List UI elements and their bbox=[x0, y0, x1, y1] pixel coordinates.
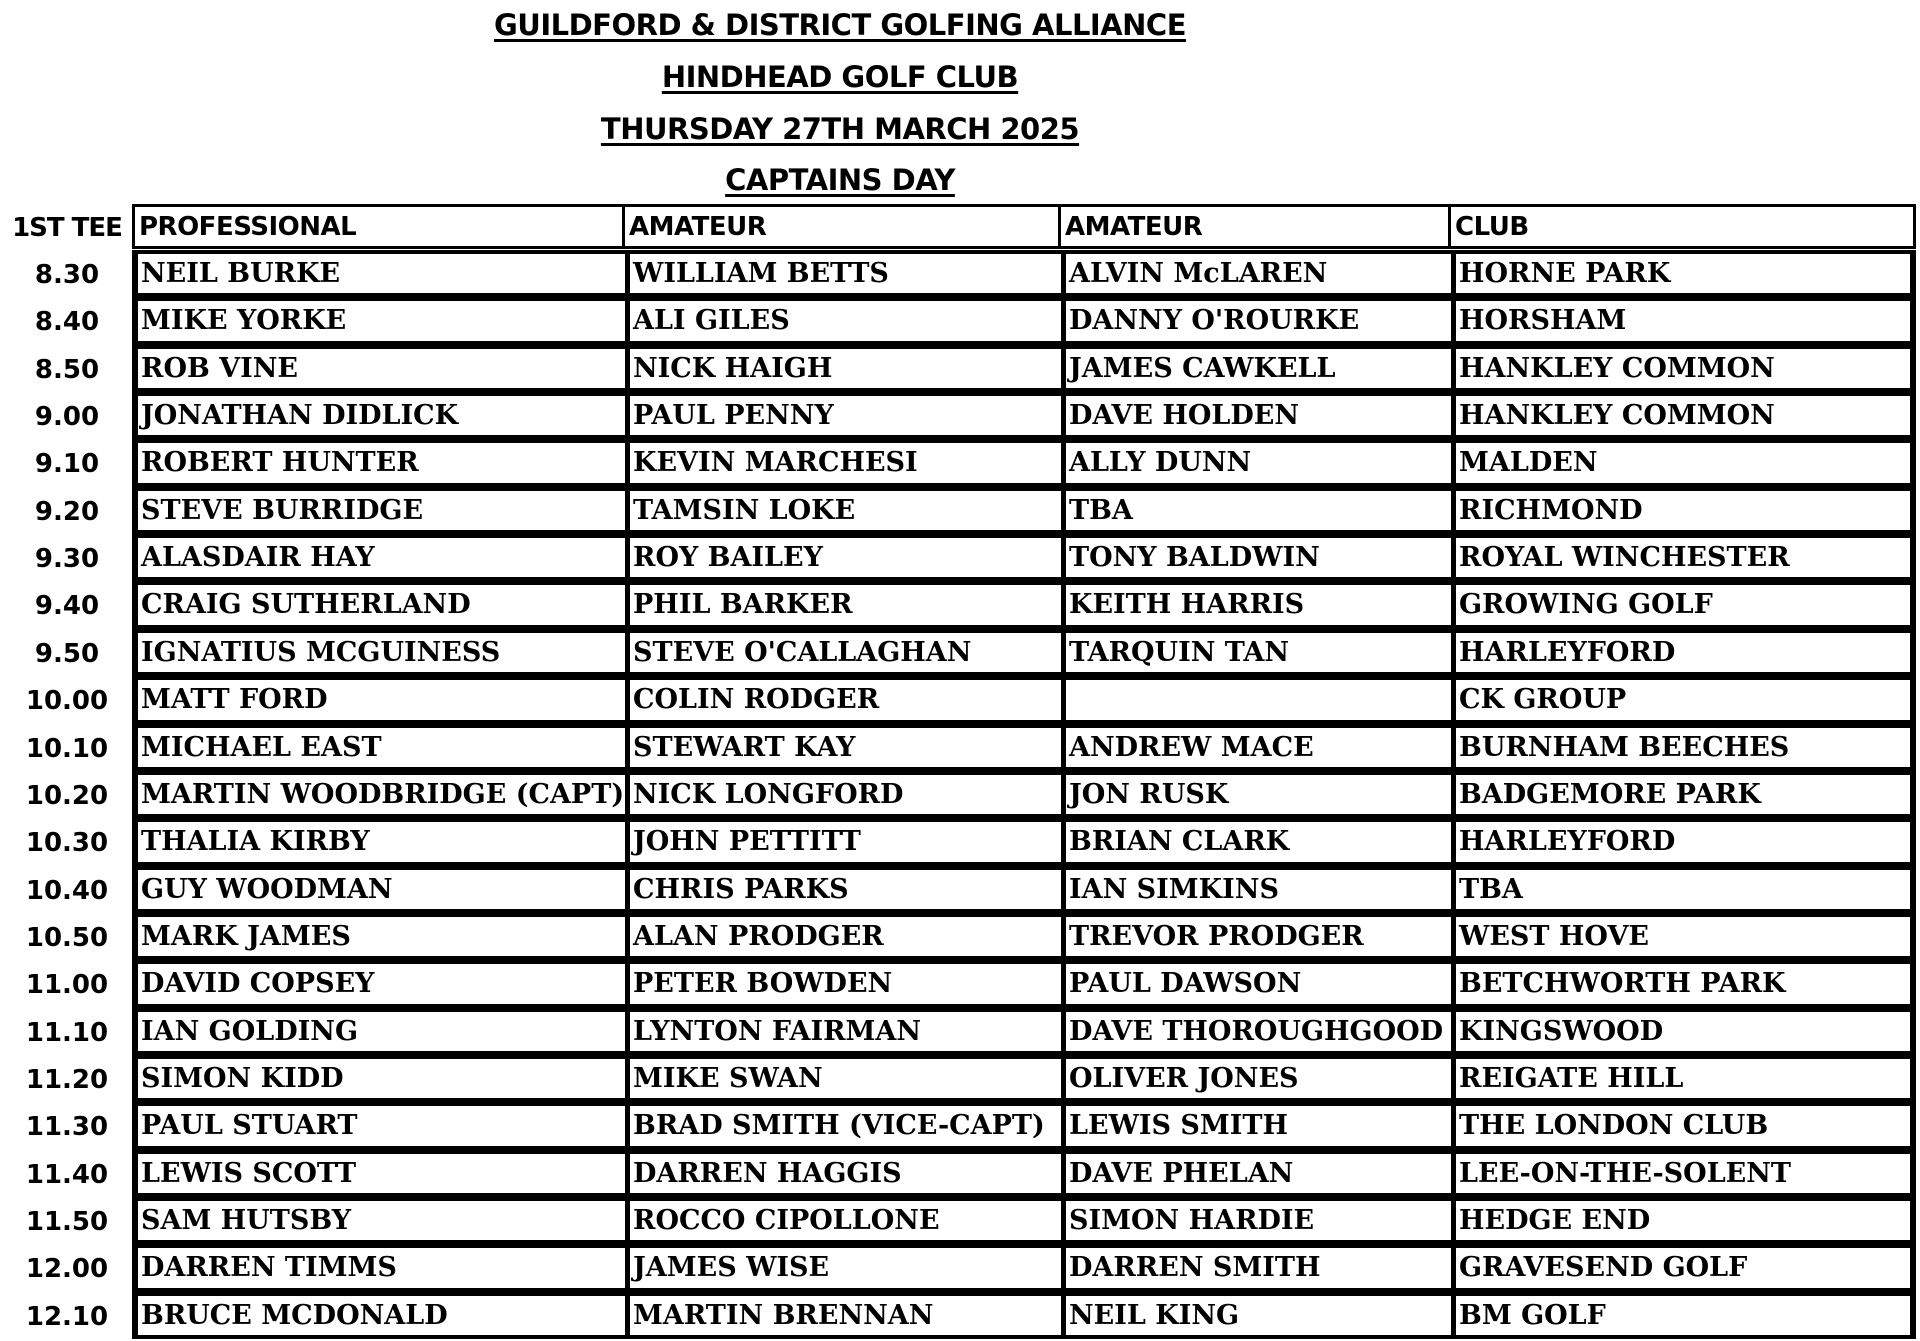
cell-club: HARLEYFORD bbox=[1451, 822, 1910, 861]
table-row bbox=[132, 581, 1916, 628]
cell-professional: IAN GOLDING bbox=[141, 1015, 359, 1047]
cell-amateur-2: DAVE PHELAN bbox=[1061, 1154, 1451, 1193]
table-row bbox=[132, 629, 1916, 676]
cell-amateur-2: TARQUIN TAN bbox=[1061, 633, 1451, 672]
cell-club: HANKLEY COMMON bbox=[1451, 396, 1910, 435]
cell-amateur-1: NICK HAIGH bbox=[625, 349, 1061, 388]
cell-amateur-2: NEIL KING bbox=[1061, 1296, 1451, 1335]
cell-professional: ROBERT HUNTER bbox=[141, 447, 419, 479]
table-row bbox=[132, 913, 1916, 960]
cell-amateur-2: DARREN SMITH bbox=[1061, 1248, 1451, 1287]
tee-time: 11.10 bbox=[25, 1017, 109, 1048]
tee-time: 10.20 bbox=[25, 780, 109, 811]
tee-time: 8.40 bbox=[34, 307, 100, 338]
cell-amateur-2: DAVE THOROUGHGOOD bbox=[1061, 1012, 1451, 1051]
cell-professional: NEIL BURKE bbox=[141, 258, 341, 289]
cell-professional: JONATHAN DIDLICK bbox=[141, 400, 459, 432]
tee-time: 10.50 bbox=[25, 922, 109, 953]
cell-amateur-1: DARREN HAGGIS bbox=[625, 1154, 1061, 1193]
cell-amateur-1: PHIL BARKER bbox=[625, 585, 1061, 624]
cell-professional: SAM HUTSBY bbox=[141, 1205, 352, 1236]
table-row bbox=[132, 297, 1916, 344]
cell-club: HARLEYFORD bbox=[1451, 633, 1910, 672]
cell-amateur-1: NICK LONGFORD bbox=[625, 775, 1061, 814]
cell-professional: THALIA KIRBY bbox=[141, 826, 370, 858]
cell-amateur-2: DAVE HOLDEN bbox=[1061, 396, 1451, 435]
table-row bbox=[132, 1102, 1916, 1149]
cell-club: HEDGE END bbox=[1451, 1201, 1910, 1240]
cell-amateur-1: KEVIN MARCHESI bbox=[625, 443, 1061, 482]
tee-sheet-table bbox=[132, 204, 1916, 1341]
tee-time: 10.40 bbox=[25, 875, 109, 906]
table-row bbox=[132, 1292, 1916, 1339]
cell-amateur-1: JAMES WISE bbox=[625, 1248, 1061, 1287]
header-professional: PROFESSIONAL bbox=[139, 212, 357, 242]
table-row bbox=[132, 1055, 1916, 1102]
cell-club: GRAVESEND GOLF bbox=[1451, 1248, 1910, 1287]
cell-amateur-2: ALVIN McLAREN bbox=[1061, 254, 1451, 293]
cell-amateur-2: JON RUSK bbox=[1061, 775, 1451, 814]
table-row bbox=[132, 345, 1916, 392]
cell-amateur-2: BRIAN CLARK bbox=[1061, 822, 1451, 861]
tee-time: 9.20 bbox=[34, 496, 100, 527]
cell-amateur-2: JAMES CAWKELL bbox=[1061, 349, 1451, 388]
cell-club: BADGEMORE PARK bbox=[1451, 775, 1910, 814]
cell-amateur-2: OLIVER JONES bbox=[1061, 1059, 1451, 1098]
cell-club: ROYAL WINCHESTER bbox=[1451, 538, 1910, 577]
event-title: CAPTAINS DAY bbox=[725, 163, 955, 197]
cell-amateur-2: TBA bbox=[1061, 491, 1451, 530]
cell-amateur-1: ROCCO CIPOLLONE bbox=[625, 1201, 1061, 1240]
cell-amateur-1: PETER BOWDEN bbox=[625, 964, 1061, 1003]
cell-amateur-2: TONY BALDWIN bbox=[1061, 538, 1451, 577]
cell-professional: MICHAEL EAST bbox=[141, 731, 382, 763]
cell-club: TBA bbox=[1451, 870, 1910, 909]
venue-title: HINDHEAD GOLF CLUB bbox=[661, 60, 1019, 94]
cell-amateur-1: BRAD SMITH (VICE-CAPT) bbox=[625, 1106, 1061, 1145]
cell-club: RICHMOND bbox=[1451, 491, 1910, 530]
tee-time: 10.30 bbox=[25, 828, 109, 859]
table-row bbox=[132, 1197, 1916, 1244]
tee-time: 11.40 bbox=[25, 1159, 109, 1190]
cell-amateur-1: LYNTON FAIRMAN bbox=[625, 1012, 1061, 1051]
cell-amateur-2: ANDREW MACE bbox=[1061, 728, 1451, 767]
tee-time: 8.50 bbox=[34, 354, 100, 385]
table-row bbox=[132, 534, 1916, 581]
tee-time: 8.30 bbox=[34, 260, 100, 290]
cell-amateur-1: ALI GILES bbox=[625, 301, 1061, 340]
cell-amateur-1: CHRIS PARKS bbox=[625, 870, 1061, 909]
table-row bbox=[132, 866, 1916, 913]
cell-club: LEE-ON-THE-SOLENT bbox=[1451, 1154, 1910, 1193]
table-row bbox=[132, 250, 1916, 297]
header-club: CLUB bbox=[1448, 207, 1907, 246]
cell-club: CK GROUP bbox=[1451, 680, 1910, 719]
tee-time: 11.20 bbox=[25, 1064, 109, 1095]
table-row bbox=[132, 960, 1916, 1007]
tee-time: 11.50 bbox=[25, 1207, 109, 1237]
cell-club: MALDEN bbox=[1451, 443, 1910, 482]
table-row bbox=[132, 1244, 1916, 1291]
cell-club: THE LONDON CLUB bbox=[1451, 1106, 1910, 1145]
cell-amateur-1: STEWART KAY bbox=[625, 728, 1061, 767]
cell-professional: IGNATIUS MCGUINESS bbox=[141, 636, 501, 668]
cell-club: BETCHWORTH PARK bbox=[1451, 964, 1910, 1003]
cell-amateur-2: IAN SIMKINS bbox=[1061, 870, 1451, 909]
cell-amateur-2: KEITH HARRIS bbox=[1061, 585, 1451, 624]
cell-amateur-1: MIKE SWAN bbox=[625, 1059, 1061, 1098]
cell-amateur-2 bbox=[1061, 680, 1451, 719]
cell-amateur-1: ALAN PRODGER bbox=[625, 917, 1061, 956]
cell-professional: MIKE YORKE bbox=[141, 305, 347, 337]
tee-time-header: 1ST TEE bbox=[12, 213, 122, 243]
cell-professional: STEVE BURRIDGE bbox=[141, 494, 424, 526]
table-header-row bbox=[132, 204, 1916, 249]
cell-amateur-2: TREVOR PRODGER bbox=[1061, 917, 1451, 956]
cell-professional: ROB VINE bbox=[141, 352, 299, 384]
cell-amateur-1: COLIN RODGER bbox=[625, 680, 1061, 719]
cell-club: KINGSWOOD bbox=[1451, 1012, 1910, 1051]
cell-club: BM GOLF bbox=[1451, 1296, 1910, 1335]
cell-club: GROWING GOLF bbox=[1451, 585, 1910, 624]
cell-professional: MARTIN WOODBRIDGE (CAPT) bbox=[141, 778, 625, 810]
table-row bbox=[132, 676, 1916, 723]
cell-amateur-1: ROY BAILEY bbox=[625, 538, 1061, 577]
cell-club: HORNE PARK bbox=[1451, 254, 1910, 293]
alliance-title: GUILDFORD & DISTRICT GOLFING ALLIANCE bbox=[493, 8, 1187, 42]
tee-time: 10.00 bbox=[25, 686, 109, 717]
cell-professional: DARREN TIMMS bbox=[141, 1252, 397, 1284]
header-amateur-1: AMATEUR bbox=[622, 207, 1058, 246]
tee-time: 12.00 bbox=[25, 1254, 109, 1285]
table-row bbox=[132, 487, 1916, 534]
table-row bbox=[132, 724, 1916, 771]
tee-time: 9.00 bbox=[34, 402, 100, 433]
cell-professional: CRAIG SUTHERLAND bbox=[141, 589, 471, 621]
table-row bbox=[132, 818, 1916, 865]
table-row bbox=[132, 392, 1916, 439]
cell-club: HORSHAM bbox=[1451, 301, 1910, 340]
cell-amateur-1: TAMSIN LOKE bbox=[625, 491, 1061, 530]
cell-amateur-2: SIMON HARDIE bbox=[1061, 1201, 1451, 1240]
cell-amateur-1: STEVE O'CALLAGHAN bbox=[625, 633, 1061, 672]
cell-professional: LEWIS SCOTT bbox=[141, 1157, 357, 1189]
cell-amateur-1: MARTIN BRENNAN bbox=[625, 1296, 1061, 1335]
tee-time: 9.50 bbox=[34, 638, 100, 669]
cell-professional: DAVID COPSEY bbox=[141, 968, 375, 1000]
cell-professional: MATT FORD bbox=[141, 684, 328, 716]
cell-club: WEST HOVE bbox=[1451, 917, 1910, 956]
tee-time: 9.30 bbox=[34, 544, 100, 575]
cell-amateur-2: PAUL DAWSON bbox=[1061, 964, 1451, 1003]
tee-time: 10.10 bbox=[25, 733, 109, 764]
cell-professional: BRUCE MCDONALD bbox=[141, 1299, 448, 1331]
cell-club: REIGATE HILL bbox=[1451, 1059, 1910, 1098]
cell-amateur-1: WILLIAM BETTS bbox=[625, 254, 1061, 293]
table-row bbox=[132, 1008, 1916, 1055]
tee-time: 11.30 bbox=[25, 1112, 109, 1143]
table-row bbox=[132, 1150, 1916, 1197]
header-amateur-2: AMATEUR bbox=[1058, 207, 1448, 246]
cell-amateur-1: PAUL PENNY bbox=[625, 396, 1061, 435]
cell-club: BURNHAM BEECHES bbox=[1451, 728, 1910, 767]
cell-professional: GUY WOODMAN bbox=[141, 873, 393, 905]
cell-professional: MARK JAMES bbox=[141, 920, 351, 952]
tee-time: 9.10 bbox=[34, 449, 100, 480]
cell-professional: SIMON KIDD bbox=[141, 1062, 344, 1094]
table-row bbox=[132, 439, 1916, 486]
cell-amateur-2: ALLY DUNN bbox=[1061, 443, 1451, 482]
tee-time: 11.00 bbox=[25, 970, 109, 1001]
tee-time: 12.10 bbox=[25, 1301, 109, 1332]
tee-time: 9.40 bbox=[34, 591, 100, 622]
cell-professional: PAUL STUART bbox=[141, 1110, 358, 1142]
cell-amateur-1: JOHN PETTITT bbox=[625, 822, 1061, 861]
cell-amateur-2: DANNY O'ROURKE bbox=[1061, 301, 1451, 340]
cell-club: HANKLEY COMMON bbox=[1451, 349, 1910, 388]
cell-amateur-2: LEWIS SMITH bbox=[1061, 1106, 1451, 1145]
cell-professional: ALASDAIR HAY bbox=[141, 542, 375, 574]
table-row bbox=[132, 771, 1916, 818]
date-title: THURSDAY 27TH MARCH 2025 bbox=[600, 112, 1080, 146]
